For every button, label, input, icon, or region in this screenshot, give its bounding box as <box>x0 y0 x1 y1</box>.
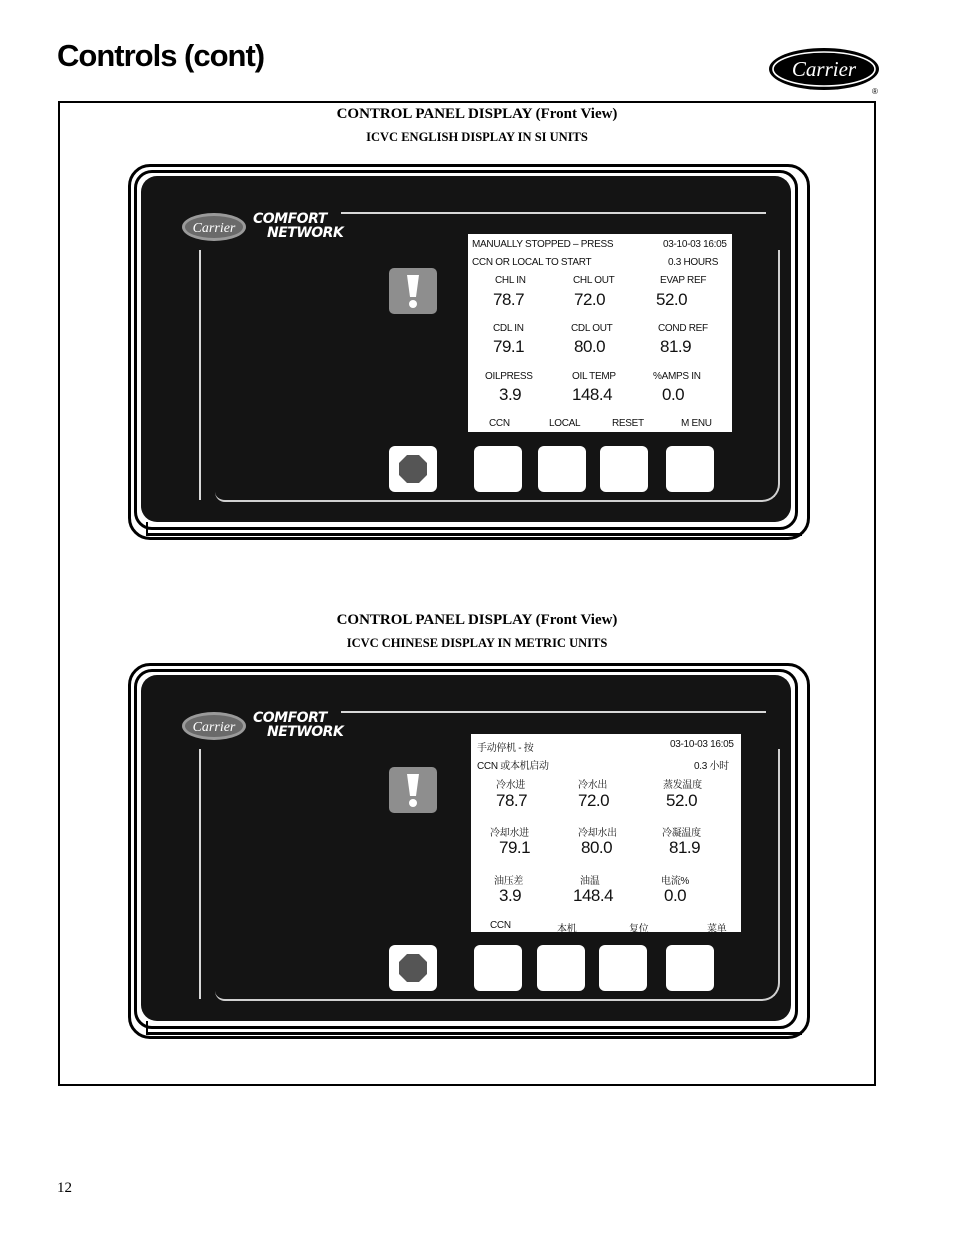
network-label: COMFORT NETWORK <box>253 211 344 241</box>
value-chl-out: 72.0 <box>578 791 610 810</box>
network-label: COMFORT NETWORK <box>253 710 344 740</box>
value-chl-in: 78.7 <box>496 791 528 810</box>
label-oil-temp: 油温 <box>580 876 600 887</box>
label-evap-temp: 蒸发温度 <box>663 780 702 791</box>
lcd-screen-chinese <box>471 734 741 935</box>
value-cond-temp: 81.9 <box>669 838 701 857</box>
alarm-light <box>389 767 437 813</box>
label-cdl-out: CDL OUT <box>571 323 613 334</box>
timestamp: 03-10-03 16:05 <box>670 739 734 750</box>
softkey-label-ccn: CCN <box>489 418 510 429</box>
comfort-network-logo <box>181 212 361 246</box>
alarm-light <box>389 268 437 314</box>
status-line-2: CCN 或本机启动 <box>477 761 549 772</box>
value-oil-temp: 148.4 <box>572 385 613 404</box>
figure-1-caption-title: CONTROL PANEL DISPLAY (Front View) <box>336 106 618 122</box>
softkey-label-ccn: CCN <box>490 920 511 931</box>
softkey-ccn-button[interactable] <box>474 945 522 991</box>
panel-face <box>141 176 791 522</box>
value-current: 0.0 <box>664 886 687 905</box>
comfort-network-logo <box>181 711 361 745</box>
registered-mark: ® <box>872 87 878 95</box>
value-oil-press: 3.9 <box>499 385 522 404</box>
panel-base <box>146 522 802 536</box>
value-evap-ref: 52.0 <box>656 290 688 309</box>
value-cdl-out: 80.0 <box>581 838 613 857</box>
label-amps-in: %AMPS IN <box>653 371 701 382</box>
label-oil-press: OILPRESS <box>485 371 533 382</box>
timestamp: 03-10-03 16:05 <box>663 239 727 250</box>
softkey-label-local: 本机 <box>557 924 577 935</box>
panel-brand-name: Carrier <box>192 221 236 236</box>
softkey-local-button[interactable] <box>538 446 586 492</box>
panel-base <box>146 1021 802 1035</box>
label-current: 电流% <box>661 876 689 887</box>
page-number: 12 <box>57 1180 72 1196</box>
value-cdl-in: 79.1 <box>493 337 525 356</box>
label-cdl-out: 冷却水出 <box>578 828 617 839</box>
softkey-local-button[interactable] <box>537 945 585 991</box>
stop-button[interactable] <box>389 945 437 991</box>
softkey-reset-button[interactable] <box>599 945 647 991</box>
label-chl-out: CHL OUT <box>573 275 615 286</box>
softkey-label-menu: M ENU <box>681 418 712 429</box>
label-oil-press: 油压差 <box>494 876 524 887</box>
page-title: Controls (cont) <box>57 38 265 73</box>
figure-1-caption-subtitle: ICVC ENGLISH DISPLAY IN SI UNITS <box>366 130 588 144</box>
softkey-label-local: LOCAL <box>549 418 581 429</box>
octagon-stop-icon <box>389 446 437 492</box>
exclamation-icon <box>389 767 437 813</box>
softkey-ccn-button[interactable] <box>474 446 522 492</box>
softkey-label-reset: 复位 <box>629 924 649 935</box>
value-amps-in: 0.0 <box>662 385 685 404</box>
softkey-label-reset: RESET <box>612 418 644 429</box>
brand-name: Carrier <box>791 57 857 81</box>
label-cdl-in: 冷却水进 <box>490 828 529 839</box>
value-cdl-in: 79.1 <box>499 838 531 857</box>
label-chl-out: 冷水出 <box>578 780 608 791</box>
label-chl-in: 冷水进 <box>496 780 526 791</box>
value-cond-ref: 81.9 <box>660 337 692 356</box>
octagon-stop-icon <box>389 945 437 991</box>
status-line-1: MANUALLY STOPPED – PRESS <box>472 239 614 250</box>
figure-2-caption-subtitle: ICVC CHINESE DISPLAY IN METRIC UNITS <box>346 636 608 650</box>
value-evap-temp: 52.0 <box>666 791 698 810</box>
label-cond-ref: COND REF <box>658 323 708 334</box>
softkey-label-menu: 菜单 <box>707 924 727 935</box>
run-hours: 0.3 小时 <box>694 761 729 772</box>
control-panel-english <box>128 164 812 542</box>
lcd-screen-english <box>468 234 732 432</box>
label-chl-in: CHL IN <box>495 275 526 286</box>
control-panel-chinese <box>128 663 812 1041</box>
figure-2-caption-title: CONTROL PANEL DISPLAY (Front View) <box>336 612 618 628</box>
status-line-1: 手动停机 - 按 <box>477 743 534 754</box>
label-cond-temp: 冷凝温度 <box>662 828 701 839</box>
status-line-2: CCN OR LOCAL TO START <box>472 257 592 268</box>
label-cdl-in: CDL IN <box>493 323 524 334</box>
value-cdl-out: 80.0 <box>574 337 606 356</box>
exclamation-icon <box>389 268 437 314</box>
panel-brand-name: Carrier <box>192 720 236 735</box>
run-hours: 0.3 HOURS <box>668 257 719 268</box>
softkey-reset-button[interactable] <box>600 446 648 492</box>
softkey-menu-button[interactable] <box>666 446 714 492</box>
label-evap-ref: EVAP REF <box>660 275 707 286</box>
carrier-logo <box>768 47 884 95</box>
panel-face <box>141 675 791 1021</box>
value-chl-out: 72.0 <box>574 290 606 309</box>
value-chl-in: 78.7 <box>493 290 525 309</box>
stop-button[interactable] <box>389 446 437 492</box>
value-oil-temp: 148.4 <box>573 886 614 905</box>
value-oil-press: 3.9 <box>499 886 522 905</box>
label-oil-temp: OIL TEMP <box>572 371 616 382</box>
softkey-menu-button[interactable] <box>666 945 714 991</box>
